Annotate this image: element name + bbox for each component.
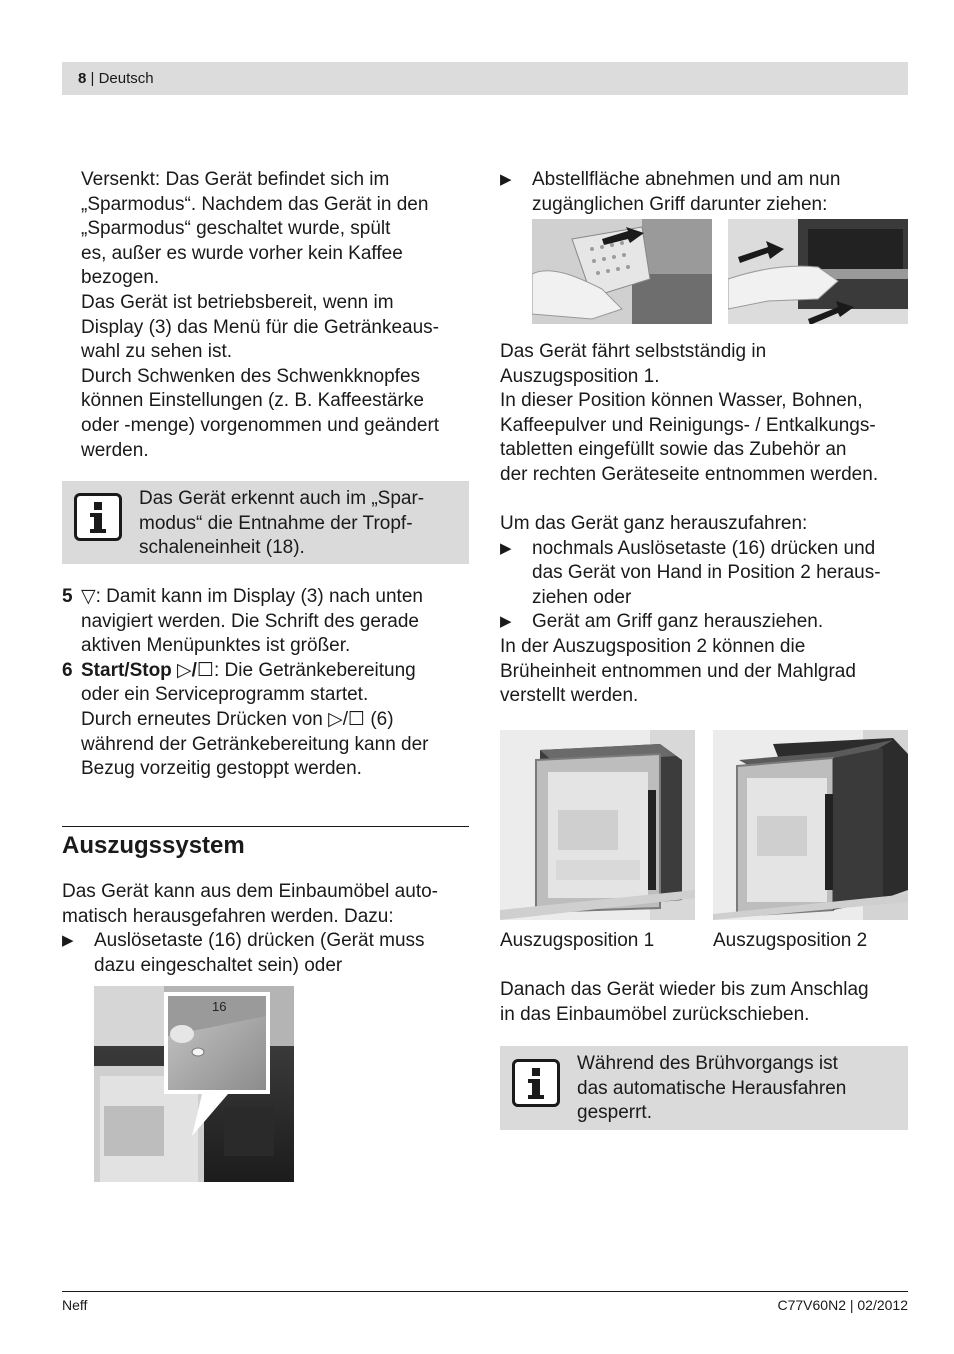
page-number: 8 bbox=[78, 70, 87, 87]
list-item-5: 5 ▽: Damit kann im Display (3) nach unten navigiert werden. Die Schrift des gerade aktiven Menüpunktes ist größer. bbox=[62, 586, 423, 657]
right-triangle-bullet-icon: ▶ bbox=[62, 932, 74, 950]
right-triangle-bullet-icon: ▶ bbox=[500, 539, 512, 557]
right-para1: Das Gerät fährt selbstständig in Auszugsposition 1. In dieser Position können Wasser, Bohnen, Kaffeepulver und Reinigungs- / Entkalkungs- tabletten eingefüllt sowie das Zubehör an der rechten Geräteseite entnommen werden. bbox=[500, 341, 879, 485]
footer-model: C77V60N2 | 02/2012 bbox=[777, 1297, 908, 1313]
figure-position-1 bbox=[500, 730, 695, 920]
start-stop-label: Start/Stop ▷/☐ bbox=[81, 659, 214, 681]
right-para4: Danach das Gerät wieder bis zum Anschlag in das Einbaumöbel zurückschieben. bbox=[500, 979, 869, 1025]
caption-position-1: Auszugsposition 1 bbox=[500, 930, 655, 951]
footer-divider bbox=[62, 1291, 908, 1292]
bullet-item: ▶ Abstellfläche abnehmen und am nun zugänglichen Griff darunter ziehen: bbox=[500, 169, 841, 215]
info-box-sparmodus bbox=[62, 481, 469, 564]
info-text: Das Gerät erkennt auch im „Spar- modus“ die Entnahme der Tropf- schaleneinheit (18). bbox=[139, 488, 425, 559]
right-para2: Um das Gerät ganz herauszufahren: ▶ nochmals Auslösetaste (16) drücken und das Gerät von Hand in Position 2 heraus- ziehen oder ▶ Gerät am Griff ganz herausziehen. In der Auszugsposition 2 können die Brüheinheit entnommen und der Mahlgrad verstellt werden. bbox=[500, 512, 920, 709]
figure-remove-tray bbox=[532, 219, 712, 324]
footer-brand: Neff bbox=[62, 1297, 88, 1313]
right-triangle-bullet-icon: ▶ bbox=[500, 171, 512, 188]
info-icon bbox=[512, 1059, 560, 1107]
numbered-list bbox=[62, 585, 472, 782]
caption-position-2: Auszugsposition 2 bbox=[713, 930, 868, 951]
page-header: 8 | Deutsch bbox=[62, 62, 908, 95]
bullet-item: ▶ Auslösetaste (16) drücken (Gerät muss dazu eingeschaltet sein) oder bbox=[62, 930, 425, 976]
bullet-item: ▶ nochmals Auslösetaste (16) drücken und das Gerät von Hand in Position 2 heraus- ziehen oder bbox=[500, 537, 881, 608]
bullet-item: ▶ Gerät am Griff ganz herausziehen. bbox=[500, 610, 920, 635]
info-icon bbox=[74, 493, 122, 541]
info-text: Während des Brühvorgangs ist das automatische Herausfahren gesperrt. bbox=[577, 1053, 847, 1124]
list-item-6: 6 Start/Stop ▷/☐: Die Getränkebereitung oder ein Serviceprogramm startet. Durch erneutes Drücken von ▷/☐ (6) während der Getränkebereitung kann der Bezug vorzeitig gestoppt werden. bbox=[62, 659, 429, 780]
info-box-brewing bbox=[500, 1046, 908, 1130]
figure-position-2 bbox=[713, 730, 908, 920]
section-intro: Das Gerät kann aus dem Einbaumöbel auto- matisch herausgefahren werden. Dazu: ▶ Auslösetaste (16) drücken (Gerät muss dazu eingeschaltet sein) oder bbox=[62, 880, 482, 978]
figure-release-button bbox=[94, 986, 294, 1182]
intro-paragraph: Versenkt: Das Gerät befindet sich im „Sparmodus“. Nachdem das Gerät in den „Sparmodus“ geschaltet wurde, spült es, außer es wurde vorher kein Kaffee bezogen. Das Gerät ist betriebsbereit, wenn im Display (3) das Menü für die Getränkeaus- wahl zu sehen ist. Durch Schwenken des Schwenkknopfes können Einstellungen (z. B. Kaffeestärke oder -menge) vorgenommen und geändert werden. bbox=[81, 169, 440, 461]
section-title: Auszugssystem bbox=[62, 826, 469, 861]
figure-pull-handle bbox=[728, 219, 908, 324]
language-label: Deutsch bbox=[98, 70, 154, 87]
callout-label: 16 bbox=[212, 999, 227, 1014]
right-bullet-top bbox=[500, 168, 920, 217]
right-triangle-bullet-icon: ▶ bbox=[500, 613, 512, 631]
